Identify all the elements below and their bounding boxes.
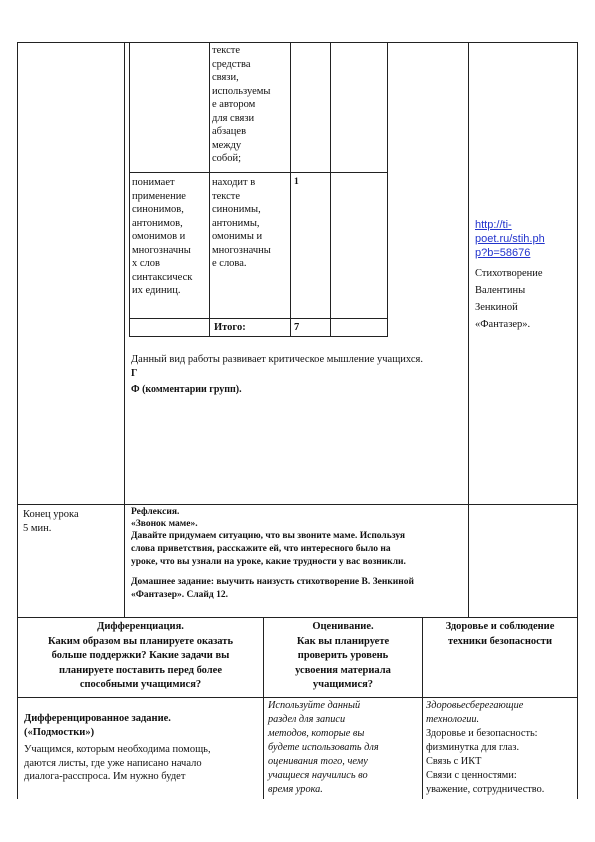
reflection-title: Рефлексия.	[131, 507, 180, 517]
inner-col-3	[290, 42, 291, 337]
inner-cell-finds: находит в тексте синонимы, антонимы, омонимы и многозначны е слова.	[212, 177, 271, 269]
row-divider-end	[17, 504, 578, 505]
diff-task-text: Учащимся, которым необходима помощь, даются листы, где уже написано начало диалога-расспроса. Им нужно будет	[24, 744, 211, 782]
differentiation-header: Дифференциация. Каким образом вы планируете оказать больше поддержки? Какие задачи вы планируете поставить перед более способными учащимися?	[48, 621, 233, 690]
col-divider-1	[124, 42, 125, 617]
assessment-header: Оценивание. Как вы планируете проверить уровень усвоения материала учащимися?	[295, 621, 391, 690]
health-text: Здоровье и безопасность: физминутка для глаз. Связь с ИКТ Связи с ценностями: уважение, сотрудничество.	[426, 728, 545, 795]
col-divider-2	[468, 42, 469, 617]
f-label: Ф (комментарии групп).	[131, 384, 242, 395]
homework-text: Домашнее задание: выучить наизусть стихотворение В. Зенкиной «Фантазер». Слайд 12.	[131, 577, 414, 600]
critical-thinking-note: Данный вид работы развивает критическое мышление учащихся.	[131, 354, 423, 365]
outer-right-border	[577, 42, 578, 799]
inner-bottom-border	[129, 336, 388, 337]
total-label: Итого:	[214, 322, 246, 333]
health-header: Здоровье и соблюдение техники безопасности	[445, 621, 555, 647]
inner-cell-means-text: тексте средства связи, используемы е автором для связи абзацев между собой;	[212, 45, 271, 164]
row-divider-bottom-header	[17, 617, 578, 618]
outer-top-border	[17, 42, 578, 43]
reflection-instruction: Давайте придумаем ситуацию, что вы звоните маме. Используя слова приветствия, расскажите ей, что интересного было на уроке, что вы узнали на уроке, какие трудности у вас возникли.	[131, 531, 406, 567]
inner-cell-score: 1	[294, 177, 299, 187]
poem-description: Стихотворение Валентины Зенкиной «Фантазер».	[475, 268, 543, 330]
inner-cell-understands: понимает применение синонимов, антонимов, омонимов и многозначны х слов синтаксическ их единиц.	[132, 177, 193, 296]
assessment-text: Используйте данный раздел для записи методов, которые вы будете использовать для оценивания того, чему учащиеся научились во время урока.	[268, 700, 379, 795]
inner-row-2	[129, 318, 388, 319]
inner-right-border	[387, 42, 388, 337]
diff-task-title: Дифференцированное задание. («Подмостки»)	[24, 713, 171, 738]
total-value: 7	[294, 322, 300, 333]
health-italic-text: Здоровьесберегающие технологии.	[426, 700, 524, 725]
inner-left-border	[129, 42, 130, 337]
end-of-lesson-label: Конец урока 5 мин.	[23, 509, 79, 534]
call-mom-title: «Звонок маме».	[131, 519, 198, 529]
inner-row-1	[129, 172, 388, 173]
row-divider-bottom-content	[17, 697, 578, 698]
inner-col-2	[209, 42, 210, 337]
poem-link[interactable]: http://ti- poet.ru/stih.ph p?b=58676	[475, 219, 545, 259]
g-label: Г	[131, 368, 138, 379]
inner-col-4	[330, 42, 331, 337]
